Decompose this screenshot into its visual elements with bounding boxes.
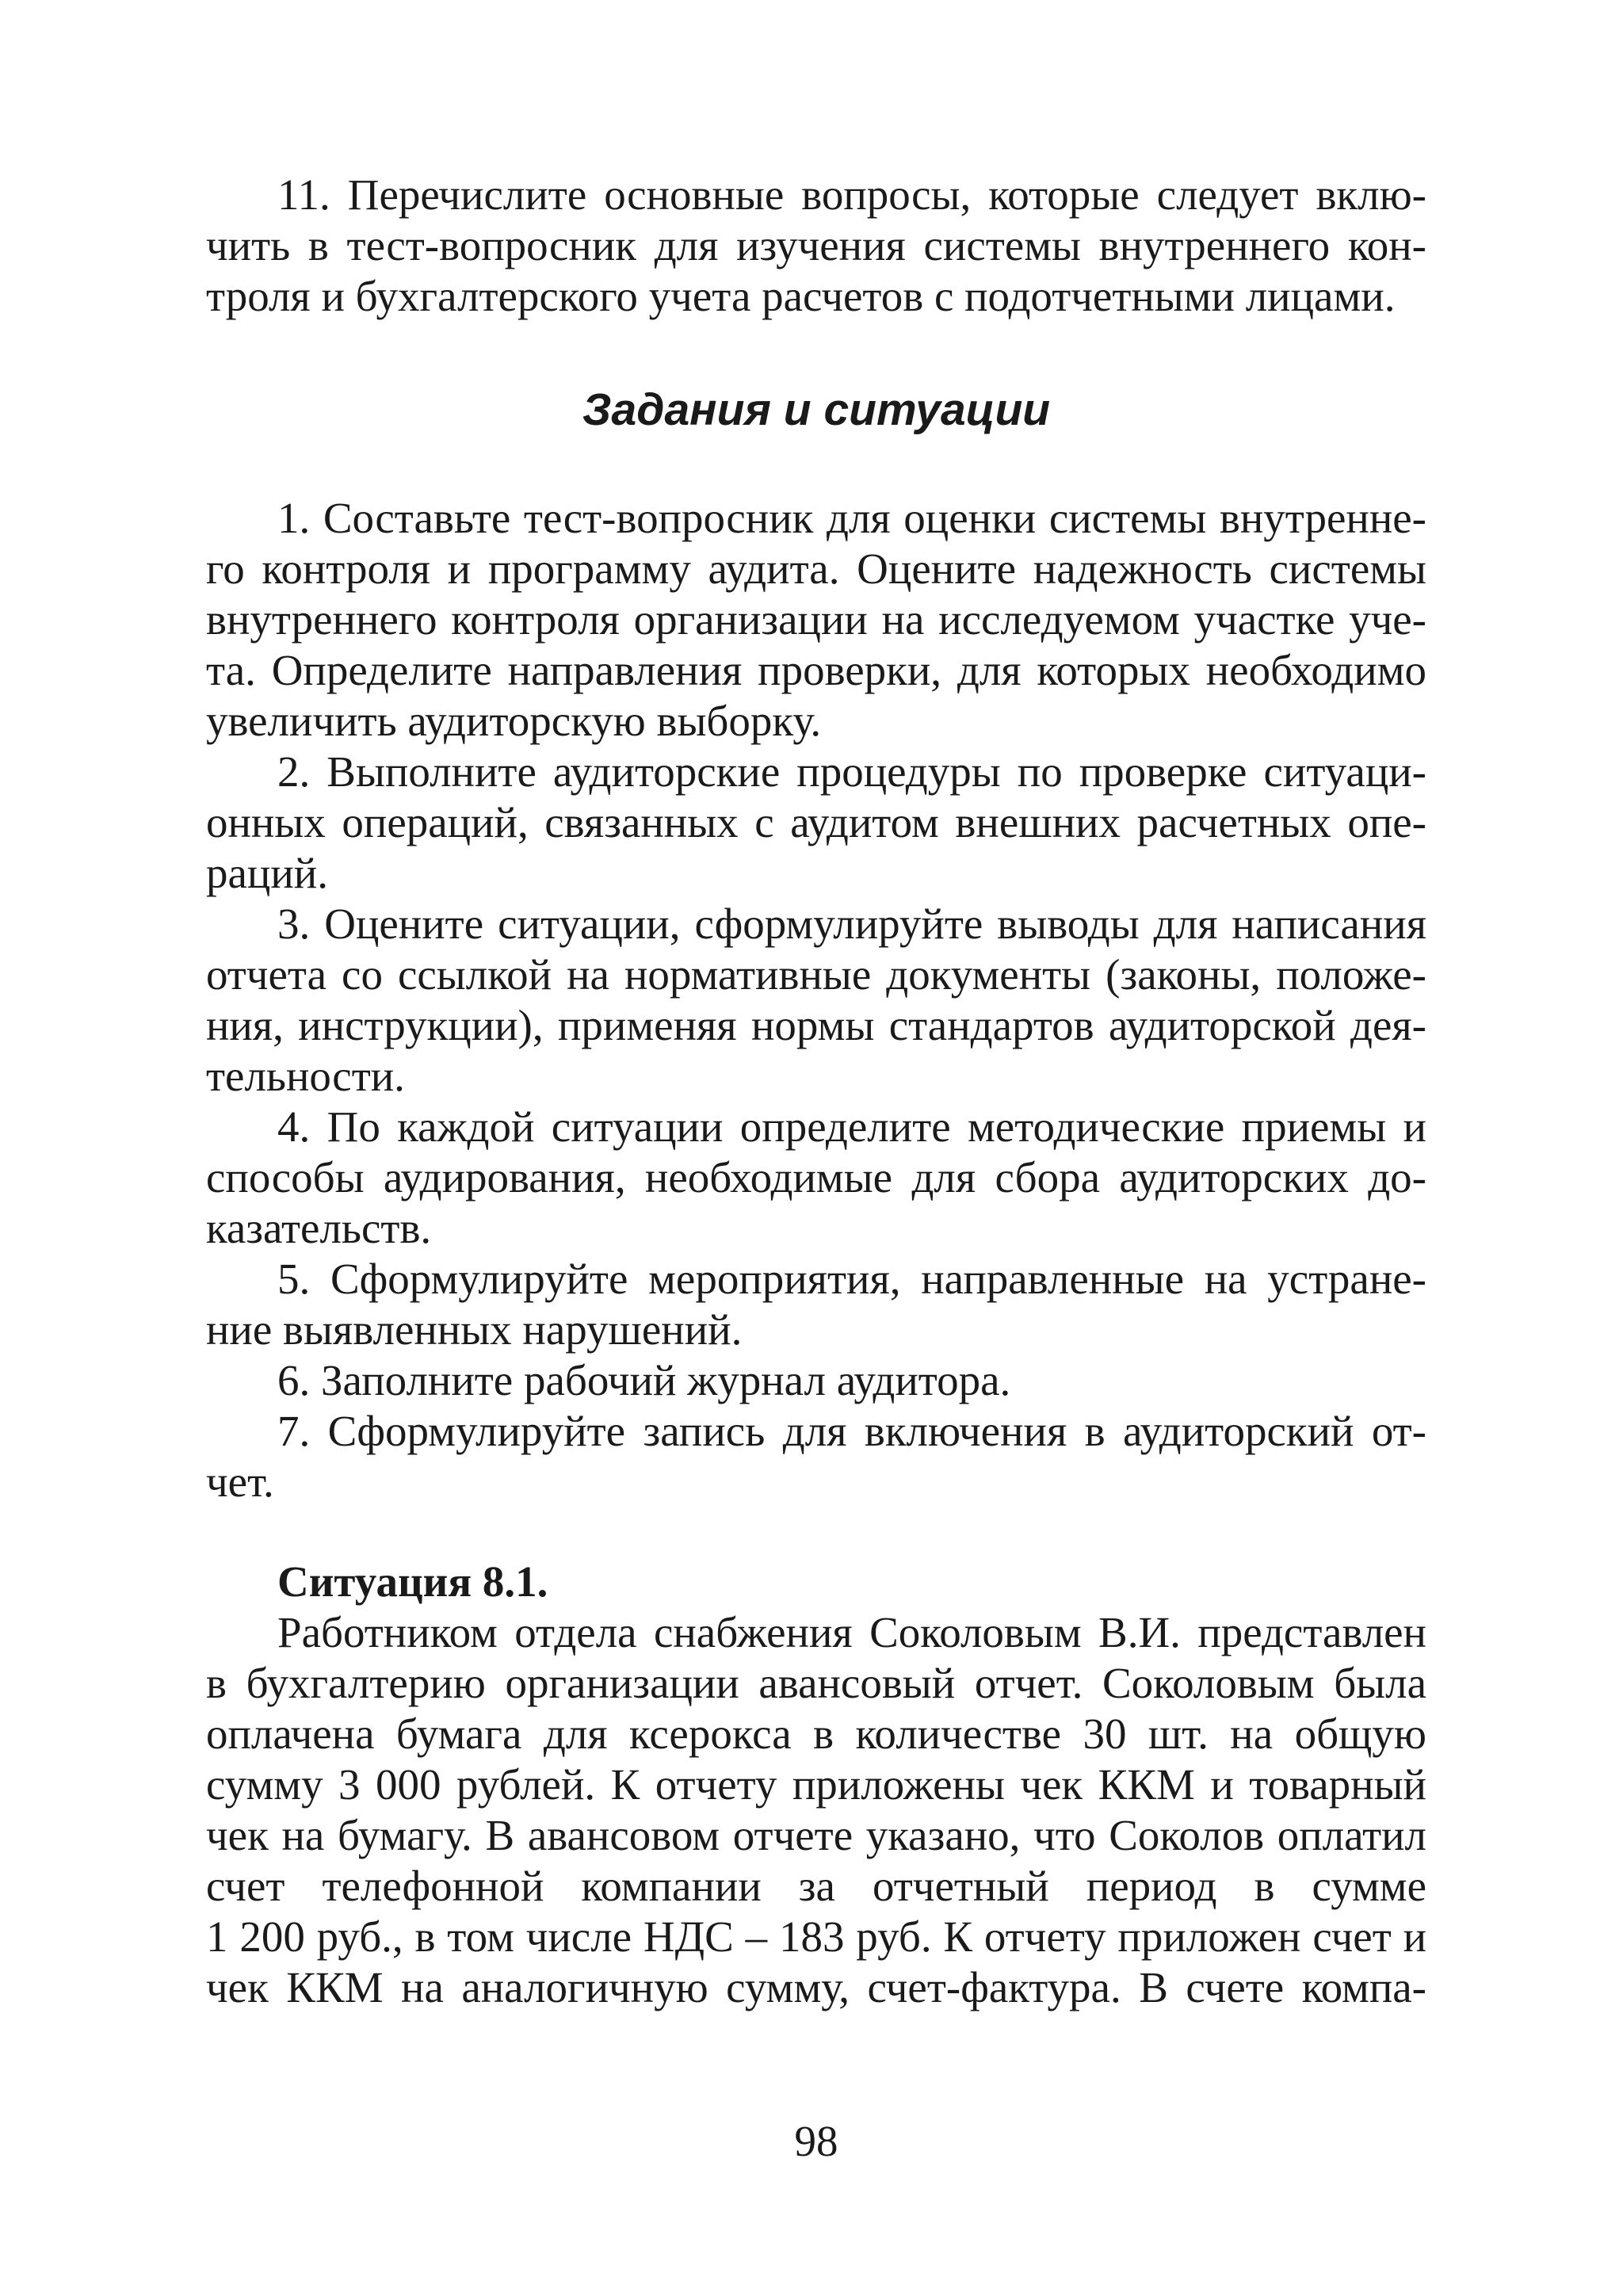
task-line: 7. Сформулируйте запись для включения в аудиторский от- <box>277 1407 1426 1455</box>
situation-line: счет телефонной компании за отчетный период в сумме <box>206 1862 1426 1910</box>
situation-line: оплачена бумага для ксерокса в количестве 30 шт. на общую <box>206 1710 1426 1758</box>
task-line: 6. Заполните рабочий журнал аудитора. <box>277 1356 1011 1404</box>
situation-line: чек ККМ на аналогичную сумму, счет-фактура. В счете компа- <box>206 1963 1426 2011</box>
situation-line: сумму 3 000 рублей. К отчету приложены чек ККМ и товарный <box>206 1760 1426 1809</box>
task-line: способы аудирования, необходимые для сбора аудиторских до- <box>206 1153 1426 1201</box>
task-line: отчета со ссылкой на нормативные документы (законы, положе- <box>206 950 1426 999</box>
task-line: онных операций, связанных с аудитом внешних расчетных опе- <box>206 798 1426 846</box>
task-line: ние выявленных нарушений. <box>206 1305 743 1354</box>
task-line: внутреннего контроля организации на исследуемом участке уче- <box>206 595 1426 644</box>
q11-line: троля и бухгалтерского учета расчетов с подотчетными лицами. <box>206 272 1396 320</box>
task-line: 1. Составьте тест-вопросник для оценки системы внутренне- <box>277 494 1426 542</box>
situation-title: Ситуация 8.1. <box>277 1557 548 1606</box>
situation-line: в бухгалтерию организации авансовый отчет. Соколовым была <box>206 1659 1426 1707</box>
situation-line: чек на бумагу. В авансовом отчете указано, что Соколов оплатил <box>206 1811 1426 1859</box>
task-line: тельности. <box>206 1052 405 1100</box>
situation-line: Работником отдела снабжения Соколовым В.И. представлен <box>277 1608 1426 1656</box>
task-line: та. Определите направления проверки, для которых необходимо <box>206 646 1426 694</box>
task-line: чет. <box>206 1457 274 1506</box>
section-title: Задания и ситуации <box>582 384 1051 435</box>
page-number: 98 <box>794 2117 838 2165</box>
q11-line: чить в тест-вопросник для изучения системы внутреннего кон- <box>206 221 1426 269</box>
task-line: увеличить аудиторскую выборку. <box>206 697 822 745</box>
task-line: 4. По каждой ситуации определите методические приемы и <box>277 1102 1426 1151</box>
q11-line: 11. Перечислите основные вопросы, которые следует вклю- <box>277 170 1426 219</box>
document-page <box>206 0 1426 2296</box>
task-line: 3. Оцените ситуации, сформулируйте выводы для написания <box>277 900 1426 948</box>
task-line: раций. <box>206 849 328 897</box>
task-line: ния, инструкции), применяя нормы стандартов аудиторской дея- <box>206 1001 1426 1049</box>
task-line: казательств. <box>206 1204 432 1252</box>
task-line: 2. Выполните аудиторские процедуры по проверке ситуаци- <box>277 747 1426 796</box>
task-line: 5. Сформулируйте мероприятия, направленные на устране- <box>277 1255 1426 1303</box>
task-line: го контроля и программу аудита. Оцените надежность системы <box>206 544 1426 593</box>
situation-line: 1 200 руб., в том числе НДС – 183 руб. К отчету приложен счет и <box>206 1912 1426 1961</box>
